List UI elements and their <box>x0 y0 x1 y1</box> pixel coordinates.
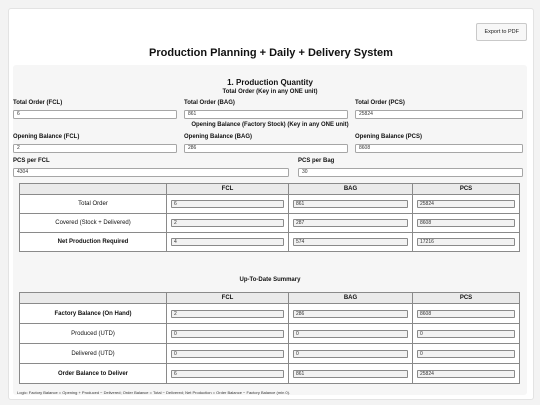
table-header-row <box>20 184 520 195</box>
cell-field[interactable]: 287 <box>293 219 408 227</box>
table-row <box>20 233 520 252</box>
row-label: Delivered (UTD) <box>20 344 167 364</box>
cell-field[interactable]: 8608 <box>417 310 515 318</box>
table-row <box>20 364 520 384</box>
order-pcs-label[interactable]: Total Order (PCS) <box>355 100 405 106</box>
open-pcs-label: Opening Balance (PCS) <box>355 134 423 140</box>
header-cell: FCL <box>167 293 289 304</box>
order-bag-label: Total Order (BAG) <box>184 100 235 106</box>
cell-field[interactable]: 2 <box>171 310 284 318</box>
table-row <box>20 304 520 324</box>
summary-title: Up-To-Date Summary <box>239 277 301 283</box>
order-fcl-input[interactable]: 6 <box>13 110 177 119</box>
cell-field[interactable]: 6 <box>171 200 284 208</box>
production-quantity-card <box>13 65 527 395</box>
section-subtitle: Total Order (Key in any ONE unit) <box>222 89 318 95</box>
cell-field[interactable]: 0 <box>417 330 515 338</box>
pcs-per-fcl-input[interactable]: 4304 <box>13 168 289 177</box>
table-row <box>20 324 520 344</box>
pcs-per-fcl-label: PCS per FCL <box>13 158 50 164</box>
page-title: Production Planning + Daily + Delivery System <box>149 47 393 59</box>
order-pcs-input[interactable]: 25824 <box>355 110 523 119</box>
table-row <box>20 195 520 214</box>
pcs-per-bag-label: PCS per Bag <box>298 158 335 164</box>
pcs-per-bag-input[interactable]: 30 <box>298 168 523 177</box>
open-fcl-label: Opening Balance (FCL) <box>13 134 80 140</box>
row-label: Order Balance to Deliver <box>20 364 167 384</box>
row-label: Total Order <box>20 195 167 214</box>
order-fcl-label: Total Order (FCL) <box>13 100 63 106</box>
header-cell: PCS <box>413 293 520 304</box>
cell-field[interactable]: 17216 <box>417 238 515 246</box>
cell-field[interactable]: 4 <box>171 238 284 246</box>
page-container <box>8 8 534 400</box>
cell-field[interactable]: 25824 <box>417 200 515 208</box>
cell-field[interactable]: 8608 <box>417 219 515 227</box>
cell-field[interactable]: 574 <box>293 238 408 246</box>
cell-field[interactable]: 0 <box>171 350 284 358</box>
header-cell <box>20 184 167 195</box>
open-pcs-input[interactable]: 8608 <box>355 144 523 153</box>
header-cell: FCL <box>167 184 289 195</box>
cell-field[interactable]: 0 <box>293 350 408 358</box>
table-header-row <box>20 293 520 304</box>
header-cell: PCS <box>413 184 520 195</box>
production-table <box>19 183 520 252</box>
export-pdf-button[interactable]: Export to PDF <box>476 23 527 41</box>
row-label: Covered (Stock + Delivered) <box>20 214 167 233</box>
order-bag-input[interactable]: 861 <box>184 110 348 119</box>
cell-field[interactable]: 861 <box>293 370 408 378</box>
cell-field[interactable]: 2 <box>171 219 284 227</box>
table-row <box>20 214 520 233</box>
summary-table <box>19 292 520 384</box>
row-label: Produced (UTD) <box>20 324 167 344</box>
cell-field[interactable]: 861 <box>293 200 408 208</box>
section-title: 1. Production Quantity <box>227 78 313 87</box>
open-fcl-input[interactable]: 2 <box>13 144 177 153</box>
cell-field[interactable]: 0 <box>417 350 515 358</box>
cell-field[interactable]: 286 <box>293 310 408 318</box>
cell-field[interactable]: 0 <box>171 330 284 338</box>
cell-field[interactable]: 6 <box>171 370 284 378</box>
header-cell <box>20 293 167 304</box>
row-label: Net Production Required <box>20 233 167 252</box>
header-cell: BAG <box>289 293 413 304</box>
open-bag-input[interactable]: 286 <box>184 144 348 153</box>
logic-note: Logic: Factory Balance = Opening + Produced − Delivered; Order Balance = Total − Delivered; Net Production = Order Balance − Factory Balance (min 0). <box>17 390 291 395</box>
opening-balance-title: Opening Balance (Factory Stock) (Key in any ONE unit) <box>191 122 349 128</box>
header-cell: BAG <box>289 184 413 195</box>
table-row <box>20 344 520 364</box>
cell-field[interactable]: 25824 <box>417 370 515 378</box>
open-bag-label: Opening Balance (BAG) <box>184 134 253 140</box>
row-label: Factory Balance (On Hand) <box>20 304 167 324</box>
cell-field[interactable]: 0 <box>293 330 408 338</box>
